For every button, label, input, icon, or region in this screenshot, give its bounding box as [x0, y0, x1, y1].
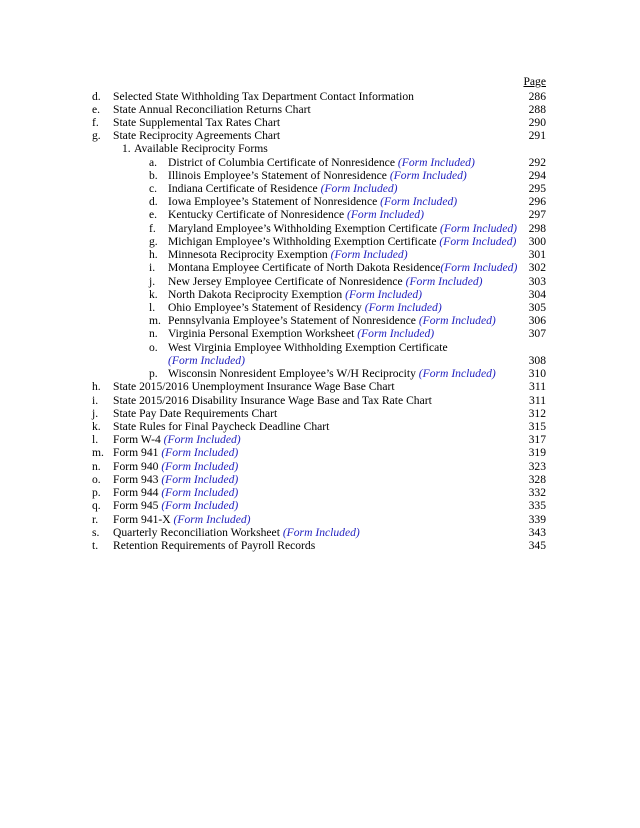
toc-entry-page-number: 298 [528, 221, 546, 235]
form-included-note: (Form Included) [320, 182, 398, 196]
toc-entry-title: State Pay Date Requirements Chart [113, 406, 278, 420]
toc-entry-title: District of Columbia Certificate of Nonresidence [168, 155, 398, 169]
toc-entry [149, 275, 483, 288]
toc-entry-page-number: 307 [528, 327, 546, 341]
toc-entry-page-number: 311 [529, 393, 546, 407]
toc-entry-title: Form W-4 [113, 433, 164, 447]
toc-entry-marker: l. [92, 433, 99, 447]
toc-entry-page-number: 286 [528, 89, 546, 103]
form-included-note: (Form Included) [397, 155, 475, 169]
toc-entry-title: Form 941 [113, 446, 162, 460]
toc-entry-marker: i. [92, 393, 99, 407]
toc-entry-marker: j. [149, 274, 156, 288]
form-included-note: (Form Included) [357, 327, 435, 341]
toc-entry-title: Minnesota Reciprocity Exemption [168, 248, 331, 262]
toc-entry-title: West Virginia Employee Withholding Exemption Certificate [168, 340, 448, 354]
toc-entry-title: State 2015/2016 Unemployment Insurance Wage Base Chart [113, 380, 395, 394]
toc-entry-marker: o. [149, 340, 158, 354]
toc-entry-title: Montana Employee Certificate of North Dakota Residence [168, 261, 441, 275]
toc-entry-title: Pennsylvania Employee’s Statement of Nonresidence [168, 314, 419, 328]
toc-entry-page-number: 305 [528, 301, 546, 315]
toc-entry-page-number: 315 [528, 420, 546, 433]
toc-entry [92, 433, 241, 446]
toc-entry-marker: r. [92, 512, 99, 526]
toc-entry-marker: p. [92, 486, 101, 500]
toc-entry-page-number: 310 [528, 367, 546, 381]
toc-entry-marker: h. [149, 248, 158, 262]
toc-entry-page-number: 296 [528, 195, 546, 209]
toc-entry-page-number: 343 [528, 525, 546, 539]
toc-entry-marker: f. [149, 221, 156, 235]
form-included-note: (Form Included) [161, 446, 239, 460]
toc-entry-title: Maryland Employee’s Withholding Exemption Certificate [168, 221, 441, 235]
toc-entry-page-number: 302 [528, 261, 546, 275]
toc-entry-marker: l. [149, 301, 156, 315]
toc-entry-marker: o. [92, 472, 101, 486]
form-included-note: (Form Included) [364, 301, 442, 315]
form-included-note: (Form Included) [389, 168, 467, 182]
toc-entry-title: Iowa Employee’s Statement of Nonresidence [168, 195, 381, 209]
toc-entry-marker: k. [149, 287, 158, 301]
toc-entry-marker: m. [92, 446, 104, 460]
toc-entry-page-number: 328 [528, 472, 546, 486]
toc-entry-title: Form 944 [113, 486, 162, 500]
form-included-note: (Form Included) [168, 353, 245, 367]
toc-entry-marker: p. [149, 367, 158, 381]
form-included-note: (Form Included) [161, 459, 239, 473]
form-included-note: (Form Included) [440, 221, 517, 235]
toc-entry-marker: m. [149, 314, 161, 328]
toc-entry-title: Michigan Employee’s Withholding Exemption Certificate [168, 234, 440, 248]
toc-entry [92, 473, 238, 486]
toc-entry [149, 169, 467, 182]
toc-entry [92, 486, 238, 499]
toc-entry-marker: h. [92, 380, 101, 394]
toc-entry [149, 341, 448, 354]
toc-entry [92, 420, 329, 433]
form-included-note: (Form Included) [346, 208, 424, 222]
form-included-note: (Form Included) [161, 472, 239, 486]
toc-entry-page-number: 300 [528, 234, 546, 248]
toc-entry-marker: n. [149, 327, 158, 341]
form-included-note: (Form Included) [330, 248, 408, 262]
toc-entry [149, 314, 496, 327]
toc-entry-marker: s. [92, 525, 100, 539]
toc-entry-page-number: 339 [528, 512, 546, 526]
toc-entry-page-number: 312 [528, 406, 546, 420]
toc-entry [92, 513, 251, 526]
toc-entry-page-number: 294 [528, 168, 546, 182]
toc-entry [92, 129, 280, 142]
toc-entry-title: Form 940 [113, 459, 162, 473]
toc-entry-page-number: 332 [528, 486, 546, 500]
toc-entry-marker: i. [149, 261, 156, 275]
toc-entry [92, 394, 432, 407]
toc-entry [149, 156, 475, 169]
toc-entry-marker: b. [149, 168, 158, 182]
toc-entry-page-number: 291 [528, 129, 546, 143]
form-included-note: (Form Included) [163, 433, 241, 447]
toc-entry-page-number: 319 [528, 446, 546, 460]
toc-entry [92, 539, 315, 552]
toc-entry-title: State Reciprocity Agreements Chart [113, 129, 281, 143]
toc-entry-marker: a. [149, 155, 158, 169]
form-included-note: (Form Included) [161, 499, 239, 513]
toc-entry-marker: g. [92, 129, 101, 143]
toc-entry-page-number: 288 [528, 102, 546, 116]
toc-entry-page-number: 335 [528, 499, 546, 513]
toc-entry [149, 195, 457, 208]
form-included-note: (Form Included) [439, 234, 517, 248]
toc-entry-title: Kentucky Certificate of Nonresidence [168, 208, 347, 222]
toc-entry-marker: 1. [122, 142, 131, 156]
form-included-note: (Form Included) [405, 274, 483, 288]
toc-entry [92, 460, 238, 473]
page-column-header: Page [523, 75, 546, 88]
toc-entry-page-number: 323 [528, 459, 546, 473]
toc-entry [92, 526, 360, 539]
toc-entry [92, 90, 414, 103]
toc-entry-marker: q. [92, 499, 101, 513]
toc-entry-page-number: 317 [528, 433, 546, 447]
toc-entry-title: Available Reciprocity Forms [134, 142, 268, 156]
toc-entry [149, 367, 496, 380]
toc-entry-page-number: 292 [528, 155, 546, 169]
toc-entry-title: Form 941-X [113, 512, 174, 526]
toc-entry [92, 407, 277, 420]
toc-entry [92, 446, 238, 459]
toc-entry-title: Form 943 [113, 472, 162, 486]
toc-entry-title: North Dakota Reciprocity Exemption [168, 287, 346, 301]
toc-entry [149, 235, 516, 248]
toc-entry-title: New Jersey Employee Certificate of Nonresidence [168, 274, 406, 288]
toc-entry [149, 301, 442, 314]
toc-entry-title: State 2015/2016 Disability Insurance Wage Base and Tax Rate Chart [113, 393, 432, 407]
toc-entry [149, 261, 517, 274]
toc-entry-page-number: 297 [528, 208, 546, 222]
form-included-note: (Form Included) [345, 287, 423, 301]
toc-entry-title: Quarterly Reconciliation Worksheet [113, 525, 283, 539]
toc-entry-page-number: 301 [528, 248, 546, 262]
toc-entry-title: Virginia Personal Exemption Worksheet [168, 327, 358, 341]
toc-entry-title: Indiana Certificate of Residence [168, 182, 321, 196]
form-included-note: (Form Included) [380, 195, 458, 209]
toc-entry [149, 208, 424, 221]
toc-entry [149, 288, 422, 301]
toc-entry [149, 182, 398, 195]
toc-entry-marker: f. [92, 115, 99, 129]
toc-entry-marker: n. [92, 459, 101, 473]
form-included-note: (Form Included) [418, 314, 496, 328]
form-included-note: (Form Included) [440, 261, 518, 275]
toc-entry-page-number: 311 [529, 380, 546, 394]
toc-entry [92, 103, 311, 116]
toc-entry-marker: k. [92, 420, 101, 433]
toc-entry [149, 354, 245, 367]
toc-entry [92, 116, 280, 129]
form-included-note: (Form Included) [173, 512, 251, 526]
toc-entry-marker: j. [92, 406, 99, 420]
toc-entry-page-number: 290 [528, 115, 546, 129]
toc-entry [92, 380, 395, 393]
toc-entry-title: Form 945 [113, 499, 162, 513]
toc-entry [92, 499, 238, 512]
toc-entry-marker: e. [92, 102, 101, 116]
toc-entry-title: Wisconsin Nonresident Employee’s W/H Reciprocity [168, 367, 419, 381]
form-included-note: (Form Included) [161, 486, 239, 500]
toc-entry [149, 327, 434, 340]
toc-entry-marker: g. [149, 234, 158, 248]
toc-entry-title: State Annual Reconciliation Returns Chart [113, 102, 311, 116]
toc-entry-page-number: 345 [528, 538, 546, 552]
toc-entry-marker: t. [92, 538, 99, 552]
toc-entry-page-number: 306 [528, 314, 546, 328]
toc-entry [122, 142, 268, 155]
toc-entry [149, 248, 408, 261]
toc-entry-title: State Supplemental Tax Rates Chart [113, 115, 281, 129]
toc-entry-marker: d. [149, 195, 158, 209]
toc-entry-marker: c. [149, 182, 158, 196]
toc-entry-title: Retention Requirements of Payroll Records [113, 538, 316, 552]
toc-entry-marker: d. [92, 89, 101, 103]
toc-entry-title: Ohio Employee’s Statement of Residency [168, 301, 365, 315]
form-included-note: (Form Included) [418, 367, 496, 381]
form-included-note: (Form Included) [282, 525, 360, 539]
toc-entry-page-number: 303 [528, 274, 546, 288]
toc-entry-title: Selected State Withholding Tax Department Contact Information [113, 89, 414, 103]
toc-entry-title: Illinois Employee’s Statement of Nonresidence [168, 168, 390, 182]
toc-entry [149, 222, 517, 235]
toc-entry-page-number: 295 [528, 182, 546, 196]
toc-entry-marker: e. [149, 208, 158, 222]
toc-entry-page-number: 304 [528, 287, 546, 301]
toc-entry-page-number: 308 [528, 353, 546, 367]
toc-entry-title: State Rules for Final Paycheck Deadline Chart [113, 420, 330, 433]
